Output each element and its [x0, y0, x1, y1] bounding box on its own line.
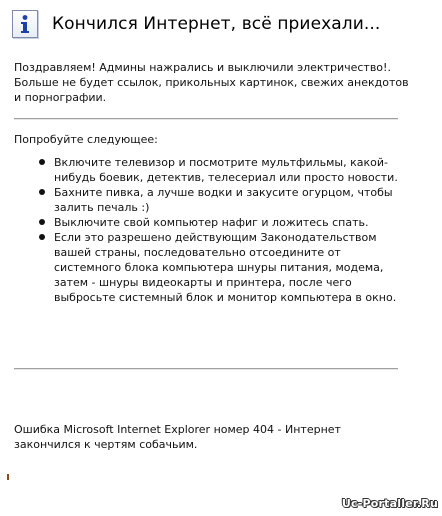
- bullet-icon: [39, 234, 45, 240]
- cursor-mark: [7, 474, 9, 480]
- bullet-icon: [39, 189, 45, 195]
- list-item: [14, 155, 404, 185]
- divider-bottom: [14, 368, 398, 370]
- list-item-text: Бахните пивка, а лучше водки и закусите огурцом, чтобы залить печаль :): [54, 186, 393, 214]
- suggestions-heading: Попробуйте следующее:: [14, 133, 158, 146]
- suggestions-list: [14, 155, 404, 305]
- bullet-icon: [39, 159, 45, 165]
- info-glyph-icon: [18, 14, 32, 34]
- watermark: Uc-Portaller.Ru: [341, 497, 438, 510]
- list-item-text: Включите телевизор и посмотрите мультфильмы, какой-нибудь боевик, детектив, телесериал или просто новости.: [54, 156, 398, 184]
- page-title: Кончился Интернет, всё приехали...: [52, 14, 381, 34]
- list-item-text: Если это разрешено действующим Законодательством вашей страны, последовательно отсоедините от системного блока компьютера шнуры питания, модема, затем - шнуры видеокарты и принтера, после чего выбросьте системный блок и монитор компьютера в окно.: [54, 231, 397, 304]
- list-item: [14, 215, 404, 230]
- page-header: [12, 10, 380, 38]
- error-footer-text: Ошибка Microsoft Internet Explorer номер 404 - Интернет закончился к чертям собачьим.: [14, 423, 341, 451]
- divider-top: [14, 118, 398, 120]
- list-item: [14, 185, 404, 215]
- list-item-text: Выключите свой компьютер нафиг и ложитесь спать.: [54, 216, 369, 229]
- bullet-icon: [39, 219, 45, 225]
- list-item: [14, 230, 404, 305]
- intro-text: Поздравляем! Админы нажрались и выключили электричество!. Больше не будет ссылок, прикольных картинок, свежих анекдотов и порнографии.: [14, 61, 409, 104]
- info-icon: [12, 10, 38, 38]
